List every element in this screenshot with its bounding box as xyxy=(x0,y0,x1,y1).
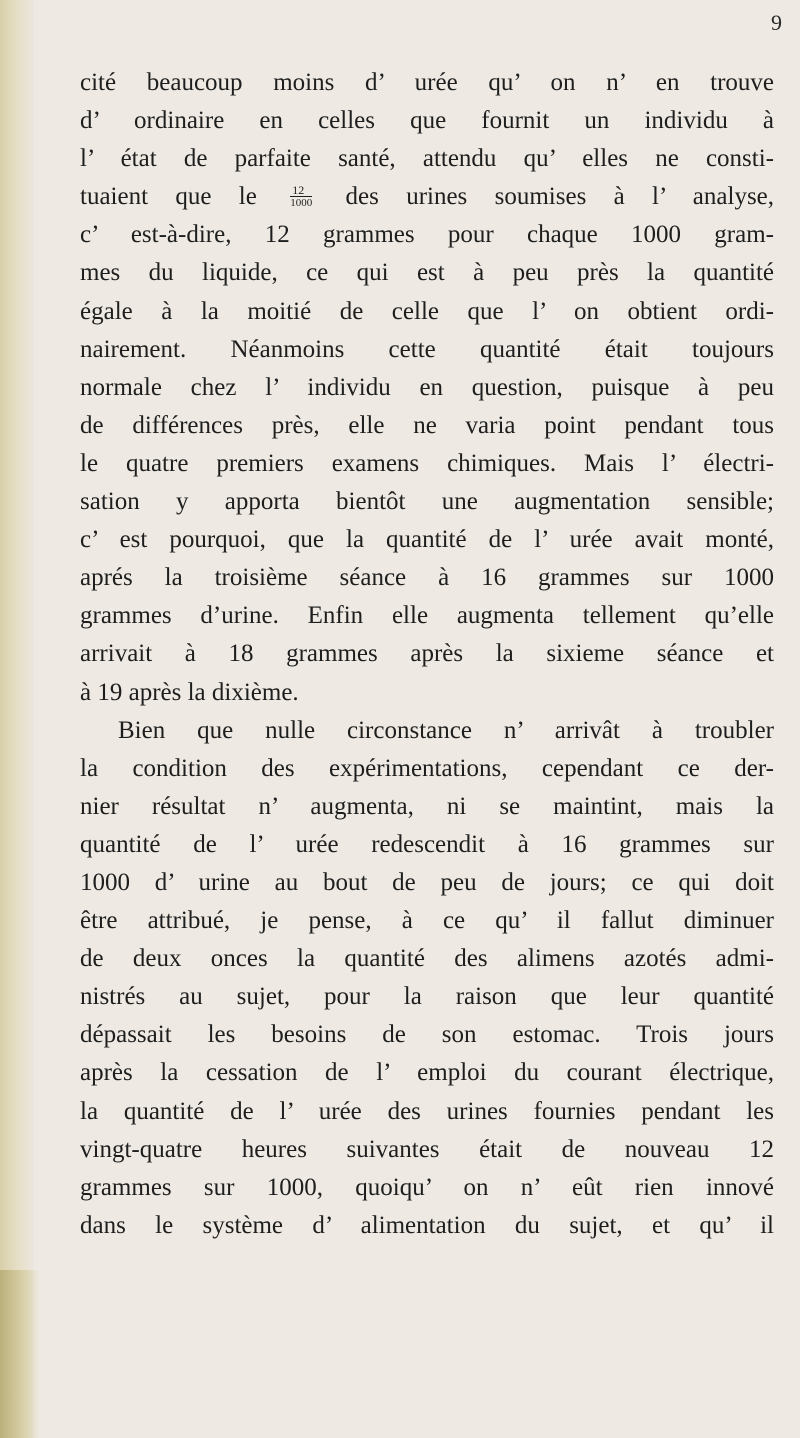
page-number: 9 xyxy=(771,10,782,35)
text-line: nistrés au sujet, pour la raison que leur quantité xyxy=(80,983,774,1011)
fraction-line-before: tuaient que le xyxy=(80,183,257,211)
text-line-with-fraction xyxy=(80,178,774,216)
text-line: arrivait à 18 grammes après la sixieme séance et xyxy=(80,640,774,668)
fraction-denominator: 1000 xyxy=(290,197,313,210)
fraction-numerator: 12 xyxy=(290,184,312,197)
page-edge-shadow xyxy=(0,0,34,1438)
text-line: la condition des expérimentations, cependant ce der- xyxy=(80,754,774,782)
page-edge-stain xyxy=(0,1270,40,1438)
text-line: aprés la troisième séance à 16 grammes sur 1000 xyxy=(80,564,774,592)
text-line: la quantité de l’ urée des urines fournies pendant les xyxy=(80,1097,774,1125)
text-line: le quatre premiers examens chimiques. Mais l’ électri- xyxy=(80,449,774,477)
fraction xyxy=(290,184,312,209)
text-line: d’ ordinaire en celles que fournit un individu à xyxy=(80,107,774,135)
text-line: 1000 d’ urine au bout de peu de jours; ce qui doit xyxy=(80,868,774,896)
text-line: après la cessation de l’ emploi du courant électrique, xyxy=(80,1059,774,1087)
text-line: dans le système d’ alimentation du sujet, et qu’ il xyxy=(80,1211,774,1239)
text-line: de deux onces la quantité des alimens azotés admi- xyxy=(80,945,774,973)
text-line: c’ est-à-dire, 12 grammes pour chaque 1000 gram- xyxy=(80,221,774,249)
text-line: c’ est pourquoi, que la quantité de l’ urée avait monté, xyxy=(80,526,774,554)
text-line: nier résultat n’ augmenta, ni se maintint, mais la xyxy=(80,792,774,820)
text-line: égale à la moitié de celle que l’ on obtient ordi- xyxy=(80,297,774,325)
text-line: mes du liquide, ce qui est à peu près la quantité xyxy=(80,259,774,287)
text-line: l’ état de parfaite santé, attendu qu’ elles ne consti- xyxy=(80,145,774,173)
text-line: sation y apporta bientôt une augmentation sensible; xyxy=(80,488,774,516)
text-line-indented: Bien que nulle circonstance n’ arrivât à troubler xyxy=(118,716,774,744)
text-line: de différences près, elle ne varia point pendant tous xyxy=(80,411,774,439)
text-line: grammes d’urine. Enfin elle augmenta tellement qu’elle xyxy=(80,602,774,630)
body-text xyxy=(80,64,774,1245)
text-line: dépassait les besoins de son estomac. Trois jours xyxy=(80,1021,774,1049)
text-line: à 19 après la dixième. xyxy=(80,678,299,706)
text-line: cité beaucoup moins d’ urée qu’ on n’ en trouve xyxy=(80,69,774,96)
text-line: vingt-quatre heures suivantes était de nouveau 12 xyxy=(80,1135,774,1163)
text-line: normale chez l’ individu en question, puisque à peu xyxy=(80,373,774,401)
text-line: quantité de l’ urée redescendit à 16 grammes sur xyxy=(80,830,774,858)
text-line: être attribué, je pense, à ce qu’ il fallut diminuer xyxy=(80,907,774,935)
text-line: grammes sur 1000, quoiqu’ on n’ eût rien innové xyxy=(80,1173,774,1201)
text-line: nairement. Néanmoins cette quantité était toujours xyxy=(80,335,774,363)
fraction-line-after: des urines soumises à l’ analyse, xyxy=(345,183,775,211)
